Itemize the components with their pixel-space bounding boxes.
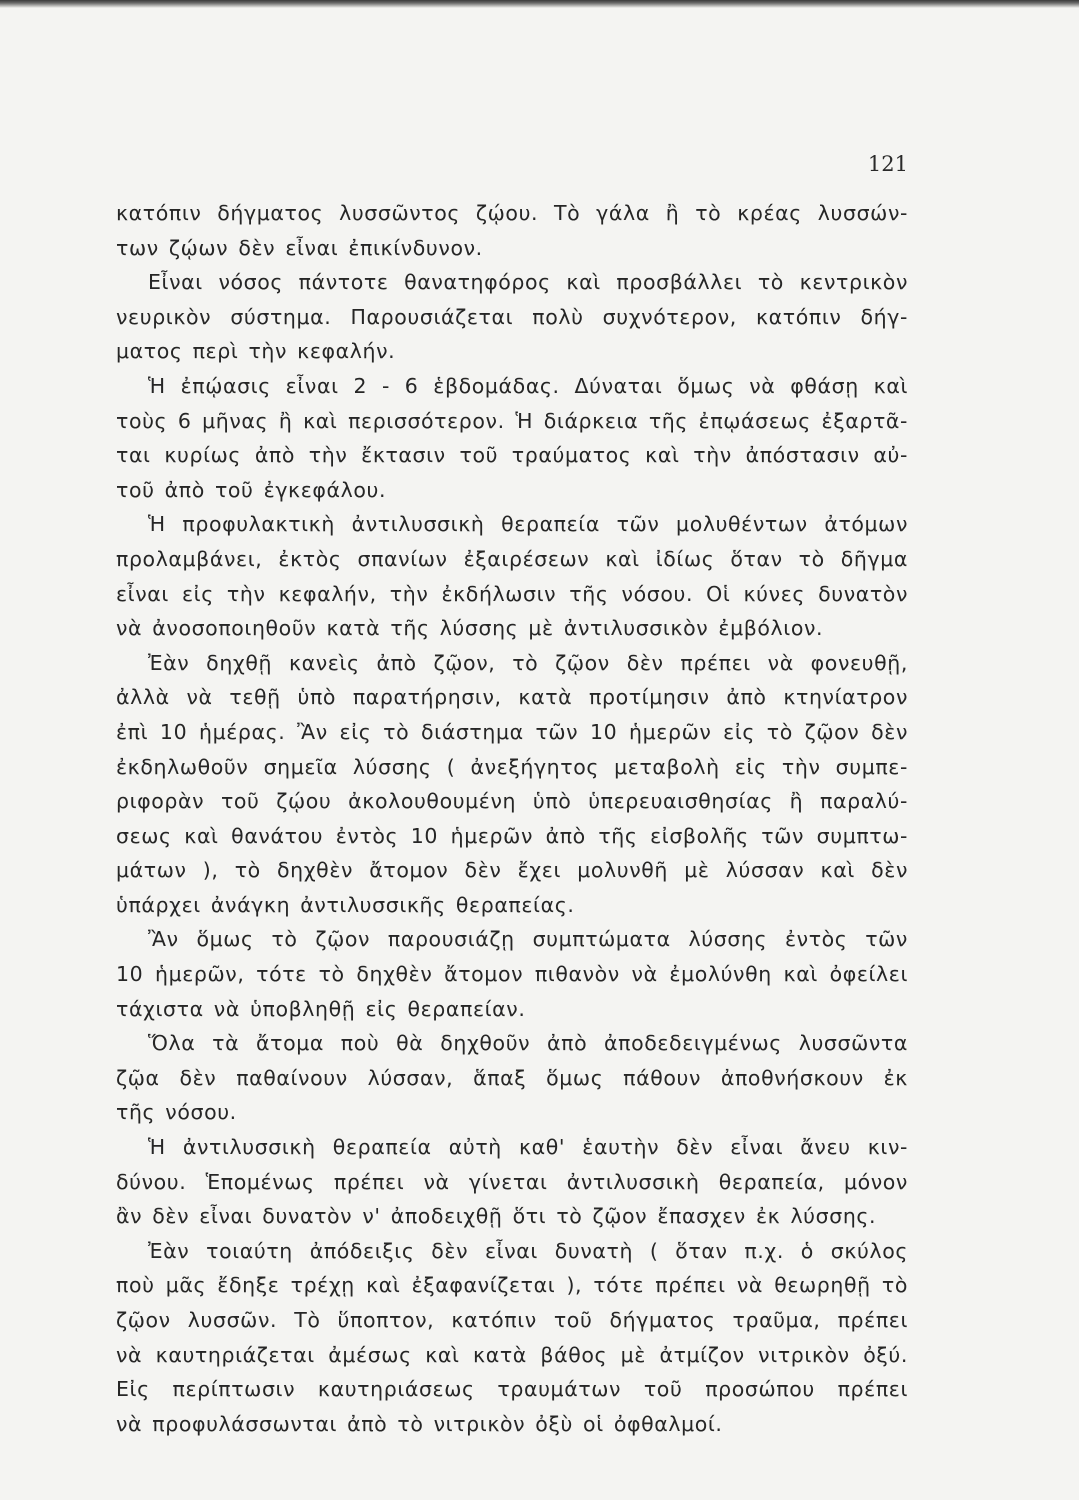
text-line: μάτων ), τὸ δηχθὲν ἄτομον δὲν ἔχει μολυνθῆ μὲ λύσσαν καὶ δὲν xyxy=(116,858,908,883)
text-line: Ὅλα τὰ ἄτομα ποὺ θὰ δηχθοῦν ἀπὸ ἀποδεδειγμένως λυσσῶντα xyxy=(148,1031,908,1056)
text-line: ὑπάρχει ἀνάγκη ἀντιλυσσικῆς θεραπείας. xyxy=(116,892,575,917)
text-line: ἂν δὲν εἶναι δυνατὸν ν' ἀποδειχθῇ ὅτι τὸ ζῷον ἔπασχεν ἐκ λύσσης. xyxy=(116,1204,877,1229)
text-line: Ἡ ἐπῴασις εἶναι 2 - 6 ἑβδομάδας. Δύναται ὅμως νὰ φθάσῃ καὶ xyxy=(148,373,908,398)
text-line: Εἶναι νόσος πάντοτε θανατηφόρος καὶ προσβάλλει τὸ κεντρικὸν xyxy=(148,270,908,295)
text-line: τῆς νόσου. xyxy=(116,1100,237,1125)
text-line: ματος περὶ τὴν κεφαλήν. xyxy=(116,339,396,364)
text-line: νὰ ἀνοσοποιηθοῦν κατὰ τῆς λύσσης μὲ ἀντιλυσσικὸν ἐμβόλιον. xyxy=(116,616,824,641)
text-line: τοῦ ἀπὸ τοῦ ἐγκεφάλου. xyxy=(116,477,387,502)
text-line: ἐπὶ 10 ἡμέρας. Ἂν εἰς τὸ διάστημα τῶν 10 ἡμερῶν εἰς τὸ ζῷον δὲν xyxy=(116,719,908,744)
text-line: εἶναι εἰς τὴν κεφαλήν, τὴν ἐκδήλωσιν τῆς νόσου. Οἱ κύνες δυνατὸν xyxy=(116,581,908,606)
text-line: νευρικὸν σύστημα. Παρουσιάζεται πολὺ συχνότερον, κατόπιν δήγ- xyxy=(116,304,908,329)
text-line: κατόπιν δήγματος λυσσῶντος ζῴου. Τὸ γάλα ἢ τὸ κρέας λυσσών- xyxy=(116,201,908,225)
text-line: Εἰς περίπτωσιν καυτηριάσεως τραυμάτων τοῦ προσώπου πρέπει xyxy=(116,1377,908,1402)
text-line: ζῷον λυσσῶν. Τὸ ὕποπτον, κατόπιν τοῦ δήγματος τραῦμα, πρέπει xyxy=(116,1308,908,1332)
text-line: ἀλλὰ νὰ τεθῇ ὑπὸ παρατήρησιν, κατὰ προτίμησιν ἀπὸ κτηνίατρον xyxy=(116,685,908,710)
text-line: των ζῴων δὲν εἶναι ἐπικίνδυνον. xyxy=(116,235,483,260)
text-line: νὰ προφυλάσσωνται ἀπὸ τὸ νιτρικὸν ὀξὺ οἱ ὀφθαλμοί. xyxy=(116,1411,723,1436)
text-line: τοὺς 6 μῆνας ἢ καὶ περισσότερον. Ἡ διάρκεια τῆς ἐπῳάσεως ἐξαρτᾶ- xyxy=(116,408,908,433)
text-line: Ἐὰν τοιαύτη ἀπόδειξις δὲν εἶναι δυνατὴ ( ὅταν π.χ. ὁ σκύλος xyxy=(148,1238,908,1263)
text-line: προλαμβάνει, ἐκτὸς σπανίων ἐξαιρέσεων καὶ ἰδίως ὅταν τὸ δῆγμα xyxy=(116,546,908,571)
text-line: νὰ καυτηριάζεται ἀμέσως καὶ κατὰ βάθος μὲ ἀτμίζον νιτρικὸν ὀξύ. xyxy=(116,1342,908,1367)
text-line: ται κυρίως ἀπὸ τὴν ἔκτασιν τοῦ τραύματος καὶ τὴν ἀπόστασιν αὐ- xyxy=(116,443,908,468)
text-line: δύνου. Ἑπομένως πρέπει νὰ γίνεται ἀντιλυσσικὴ θεραπεία, μόνον xyxy=(116,1169,908,1194)
text-line: ζῷα δὲν παθαίνουν λύσσαν, ἅπαξ ὅμως πάθουν ἀποθνήσκουν ἐκ xyxy=(116,1065,908,1090)
text-line: ποὺ μᾶς ἔδηξε τρέχῃ καὶ ἐξαφανίζεται ), τότε πρέπει νὰ θεωρηθῇ τὸ xyxy=(116,1273,908,1298)
text-line: Ἡ ἀντιλυσσικὴ θεραπεία αὐτὴ καθ' ἑαυτὴν δὲν εἶναι ἄνευ κιν- xyxy=(148,1135,908,1160)
text-line: σεως καὶ θανάτου ἐντὸς 10 ἡμερῶν ἀπὸ τῆς εἰσβολῆς τῶν συμπτω- xyxy=(116,823,908,848)
text-line: 10 ἡμερῶν, τότε τὸ δηχθὲν ἄτομον πιθανὸν νὰ ἐμολύνθη καὶ ὀφείλει xyxy=(116,962,908,987)
text-line: ριφορὰν τοῦ ζῴου ἀκολουθουμένη ὑπὸ ὑπερευαισθησίας ἢ παραλύ- xyxy=(116,789,908,814)
body-text xyxy=(116,196,908,1441)
scan-top-edge xyxy=(0,0,1079,8)
text-line: τάχιστα νὰ ὑποβληθῇ εἰς θεραπείαν. xyxy=(116,996,526,1021)
text-line: Ἐὰν δηχθῇ κανεὶς ἀπὸ ζῷον, τὸ ζῷον δὲν πρέπει νὰ φονευθῇ, xyxy=(148,650,908,675)
text-line: Ἂν ὅμως τὸ ζῷον παρουσιάζῃ συμπτώματα λύσσης ἐντὸς τῶν xyxy=(148,927,908,952)
text-line: Ἡ προφυλακτικὴ ἀντιλυσσικὴ θεραπεία τῶν μολυθέντων ἀτόμων xyxy=(148,512,908,537)
page-number: 121 xyxy=(867,152,908,176)
text-line: ἐκδηλωθοῦν σημεῖα λύσσης ( ἀνεξήγητος μεταβολὴ εἰς τὴν συμπε- xyxy=(116,754,908,779)
